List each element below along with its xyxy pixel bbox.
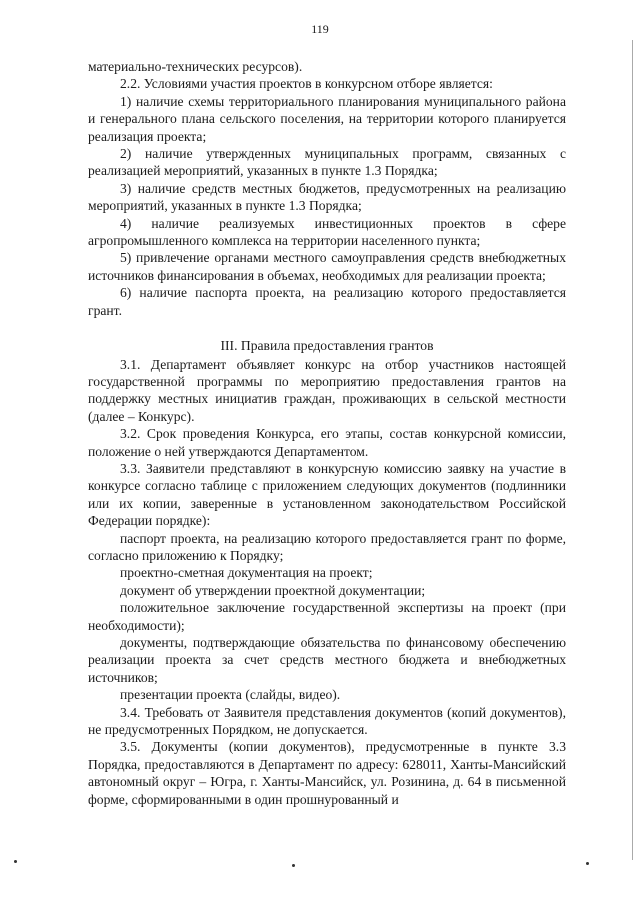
paragraph: положительное заключение государственной экспертизы на проект (при необходимости); — [88, 600, 566, 633]
document-body — [88, 58, 566, 808]
paragraph: 1) наличие схемы территориального планирования муниципального района и генерального плана сельского поселения, на территории которого планируется реализация проекта; — [88, 93, 566, 144]
page-number: 119 — [311, 22, 329, 36]
paragraph: 2.2. Условиями участия проектов в конкурсном отборе является: — [120, 76, 493, 92]
paragraph: 5) привлечение органами местного самоуправления средств внебюджетных источников финансирования в объемах, необходимых для реализации проекта; — [88, 250, 566, 283]
scan-dot — [14, 860, 17, 863]
paragraph: 6) наличие паспорта проекта, на реализацию которого предоставляется грант. — [88, 285, 566, 318]
paragraph: презентации проекта (слайды, видео). — [120, 687, 341, 703]
scan-dot — [586, 862, 589, 865]
conditions-section — [88, 58, 566, 319]
paragraph: 4) наличие реализуемых инвестиционных проектов в сфере агропромышленного комплекса на территории населенного пункта; — [88, 215, 566, 249]
scan-dot — [292, 864, 295, 867]
scan-edge — [632, 40, 633, 860]
paragraph: документ об утверждении проектной документации; — [120, 582, 426, 598]
paragraph: 3.3. Заявители представляют в конкурсную комиссию заявку на участие в конкурсе согласно таблице с приложением следующих документов (подлинники или их копии, заверенные в установленном законодательством Российской Федерации порядке): — [88, 460, 566, 529]
paragraph: проектно-сметная документация на проект; — [120, 565, 373, 581]
paragraph: 3.2. Срок проведения Конкурса, его этапы, состав конкурсной комиссии, положение о ней утверждаются Департаментом. — [88, 426, 566, 459]
paragraph: 3.5. Документы (копии документов), предусмотренные в пункте 3.3 Порядка, предоставляются в Департамент по адресу: 628011, Ханты-Мансийский автономный округ – Югра, г. Ханты-Мансийск, ул. Розинина, д. 64 в письменной форме, сформированными в один прошнурованный и — [88, 739, 566, 807]
paragraph: 2) наличие утвержденных муниципальных программ, связанных с реализацией мероприятий, указанных в пункте 1.3 Порядка; — [88, 146, 566, 179]
paragraph: 3) наличие средств местных бюджетов, предусмотренных на реализацию мероприятий, указанных в пункте 1.3 Порядка; — [88, 180, 566, 214]
paragraph: паспорт проекта, на реализацию которого предоставляется грант по форме, согласно приложению к Порядку; — [88, 530, 566, 563]
section-heading: III. Правила предоставления грантов — [220, 338, 434, 354]
grant-rules-section — [88, 356, 566, 809]
paragraph: 3.1. Департамент объявляет конкурс на отбор участников настоящей государственной программы по мероприятию предоставления грантов на поддержку местных инициатив граждан, проживающих в сельской местности (далее – Конкурс). — [88, 356, 566, 424]
paragraph: 3.4. Требовать от Заявителя представления документов (копий документов), не предусмотренных Порядком, не допускается. — [88, 704, 566, 738]
paragraph: материально-технических ресурсов). — [88, 59, 303, 74]
paragraph: документы, подтверждающие обязательства по финансовому обеспечению реализации проекта за счет средств местного бюджета и внебюджетных источников; — [88, 635, 566, 685]
